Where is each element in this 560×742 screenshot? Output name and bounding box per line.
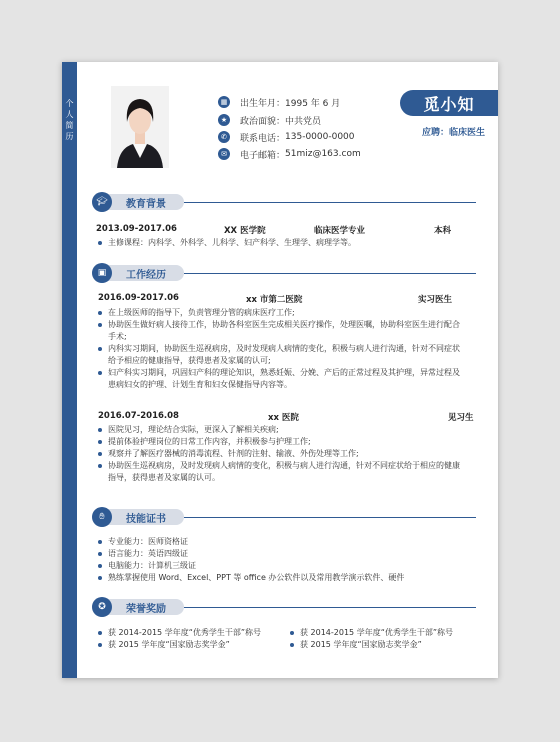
section-education-title: 教育背景 [126, 199, 166, 210]
section-honors-header [92, 599, 476, 615]
list-item: 专业能力：医师资格证 [96, 536, 466, 548]
section-skills-title: 技能证书 [126, 514, 166, 525]
info-politics [218, 112, 321, 128]
email-icon: ✉ [218, 148, 230, 160]
list-item: 观察并了解医疗器械的消毒流程、针剂的注射、输液、外伤处理等工作; [96, 448, 466, 460]
calendar-icon: ▦ [218, 96, 230, 108]
apply-value: 临床医生 [449, 128, 486, 138]
education-period: 2013.09-2017.06 [96, 224, 177, 234]
info-phone-label: 联系电话： [240, 133, 286, 144]
job-2-role: 见习生 [448, 413, 474, 423]
star-icon: ★ [218, 114, 230, 126]
list-item: 获 2015 学年度“国家励志奖学金” [96, 639, 286, 651]
honors-list-left [96, 627, 286, 651]
phone-icon: ✆ [218, 131, 230, 143]
list-item: 主修课程：内科学、外科学、儿科学、妇产科学、生理学、病理学等。 [96, 237, 466, 249]
skills-list [96, 536, 466, 584]
list-item: 获 2015 学年度“国家励志奖学金” [288, 639, 488, 651]
job-1-role: 实习医生 [418, 295, 453, 305]
info-email-value: 51miz@163.com [285, 149, 361, 159]
honors-list-right [288, 627, 488, 651]
section-skills-header [92, 509, 476, 525]
education-major: 临床医学专业 [314, 226, 366, 236]
sidebar [62, 62, 77, 678]
graduation-cap-icon: 🎓︎ [92, 192, 112, 212]
list-item: 电脑能力：计算机三级证 [96, 560, 466, 572]
list-item: 协助医生做好病人接待工作，协助各科室医生完成相关医疗操作，处理医嘱，协助科室医生进行配合手术; [96, 319, 466, 343]
sidebar-label: 个人简历 [65, 99, 74, 141]
list-item: 语言能力：英语四级证 [96, 548, 466, 560]
job-1-org: xx 市第二医院 [246, 295, 303, 305]
education-list [96, 237, 466, 249]
apply-position [422, 125, 485, 138]
list-item: 协助医生巡视病房，及时发现病人病情的变化，积极与病人进行沟通，针对不同症状给于相应的健康指导，获得患者及家属的认可。 [96, 460, 466, 484]
job-2-list [96, 424, 466, 484]
education-school: XX 医学院 [224, 226, 266, 236]
hand-icon: ✋︎ [92, 507, 112, 527]
job-1-period: 2016.09-2017.06 [98, 293, 179, 303]
list-item: 提前体验护理岗位的日常工作内容，并积极参与护理工作; [96, 436, 466, 448]
medal-icon: ✪ [92, 597, 112, 617]
list-item: 获 2014-2015 学年度“优秀学生干部”称号 [288, 627, 488, 639]
info-birth [218, 94, 340, 110]
candidate-name: 觅小知 [400, 90, 498, 116]
job-2-period: 2016.07-2016.08 [98, 411, 179, 421]
info-birth-value: 1995 年 6 月 [285, 98, 341, 109]
info-politics-value: 中共党员 [285, 116, 322, 127]
section-work-header [92, 265, 476, 281]
list-item: 妇产科实习期间，巩固妇产科的理论知识，熟悉妊娠、分娩、产后的正常过程及其护理，异常过程及患病妇女的护理、计划生育和妇女保健指导内容等。 [96, 367, 466, 391]
resume-page [62, 62, 498, 678]
info-birth-label: 出生年月： [240, 98, 286, 109]
list-item: 获 2014-2015 学年度“优秀学生干部”称号 [96, 627, 286, 639]
section-work-title: 工作经历 [126, 270, 166, 281]
info-email [218, 146, 361, 162]
info-phone [218, 129, 355, 145]
info-politics-label: 政治面貌： [240, 116, 286, 127]
apply-label: 应聘： [422, 128, 450, 138]
job-1-list [96, 307, 466, 391]
info-phone-value: 135-0000-0000 [285, 132, 355, 142]
section-honors-title: 荣誉奖励 [126, 604, 166, 615]
list-item: 在上级医师的指导下，负责管理分管的病床医疗工作; [96, 307, 466, 319]
section-education-header [92, 194, 476, 210]
list-item: 熟练掌握使用 Word、Excel、PPT 等 office 办公软件以及常用教学演示软件、硬件 [96, 572, 466, 584]
list-item: 医院见习，理论结合实际，更深入了解相关疾病; [96, 424, 466, 436]
job-2-org: xx 医院 [268, 413, 299, 423]
education-degree: 本科 [434, 226, 452, 236]
profile-photo [111, 86, 169, 168]
info-email-label: 电子邮箱： [240, 150, 286, 161]
id-card-icon: ▣ [92, 263, 112, 283]
list-item: 内科实习期间，协助医生巡视病房，及时发现病人病情的变化，积极与病人进行沟通，针对不同症状给予相应的健康指导，获得患者及家属的认可; [96, 343, 466, 367]
